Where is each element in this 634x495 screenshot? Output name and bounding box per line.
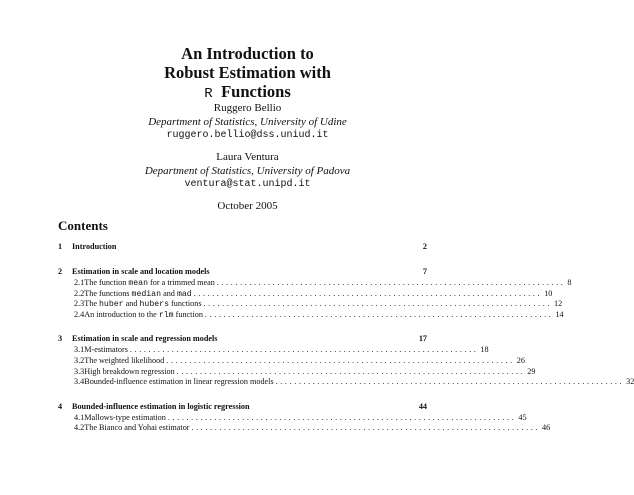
- subsection-number: 3.2: [74, 355, 85, 365]
- subsection-page: 29: [527, 366, 536, 376]
- section-number: 3: [58, 334, 63, 344]
- subsection-page: 45: [518, 412, 527, 422]
- section-title: Bounded-influence estimation in logistic regression: [72, 401, 250, 411]
- section-number: 1: [58, 242, 63, 251]
- subsection-title: The Bianco and Yohai estimator: [84, 423, 190, 433]
- toc-subsection: [58, 366, 536, 378]
- section-page: 44: [418, 401, 427, 411]
- toc-subsection: [58, 299, 563, 310]
- leader-dots: ...........................................................................: [216, 278, 566, 287]
- section-page: 2: [422, 242, 427, 251]
- section-page: 7: [422, 267, 427, 276]
- contents-heading: Contents: [58, 218, 108, 233]
- table-of-contents: [58, 237, 634, 434]
- subsection-title: High breakdown regression: [84, 366, 175, 376]
- toc-subsection: [58, 377, 634, 388]
- toc-section-2: [58, 266, 427, 278]
- subsection-page: 26: [516, 355, 525, 365]
- author-email: ventura@stat.unipd.it: [184, 179, 311, 190]
- toc-section-4: [58, 401, 427, 413]
- toc-subsection: [58, 345, 489, 356]
- author-affiliation: Department of Statistics, University of Udine: [148, 116, 347, 128]
- subsection-number: 2.1: [74, 278, 85, 287]
- leader-dots: ...........................................................................: [166, 355, 515, 365]
- subsection-title: Mallows-type estimation: [84, 412, 166, 422]
- toc-subsection: [58, 412, 527, 424]
- toc-subsection: [58, 278, 572, 289]
- authors-block: [0, 101, 495, 213]
- leader-dots: ...........................................................................: [204, 309, 554, 319]
- subsection-title: The huber and hubers functions: [84, 299, 202, 310]
- toc-subsection: [58, 309, 564, 321]
- section-number: 4: [58, 401, 63, 411]
- leader-dots: ...........................................................................: [176, 366, 526, 376]
- publication-date: October 2005: [217, 200, 278, 212]
- subsection-title: The function mean for a trimmed mean: [84, 278, 215, 288]
- section-title: Estimation in scale and regression models: [72, 334, 218, 344]
- subsection-page: 12: [554, 299, 563, 309]
- subsection-page: 46: [542, 423, 551, 433]
- title-word: Functions: [221, 82, 291, 101]
- author-2: [0, 150, 495, 192]
- author-name: Laura Ventura: [216, 151, 279, 163]
- author-name: Ruggero Bellio: [213, 102, 282, 114]
- author-1: [0, 101, 495, 143]
- title-code: R: [204, 86, 213, 102]
- subsection-number: 3.4: [74, 377, 85, 387]
- title-line-2: Robust Estimation with: [164, 63, 331, 82]
- subsection-page: 32: [626, 377, 634, 387]
- subsection-page: 10: [544, 288, 553, 298]
- author-email: ruggero.bellio@dss.uniud.it: [166, 130, 329, 141]
- section-page: 17: [418, 334, 427, 344]
- subsection-number: 2.3: [74, 299, 85, 309]
- leader-dots: ...........................................................................: [203, 299, 553, 309]
- subsection-page: 8: [567, 278, 572, 287]
- section-title: Introduction: [72, 242, 117, 251]
- leader-dots: ...........................................................................: [167, 412, 517, 422]
- subsection-title: Bounded-influence estimation in linear regression models: [84, 377, 274, 387]
- leader-dots: ...........................................................................: [193, 288, 543, 298]
- subsection-title: The weighted likelihood: [84, 355, 165, 365]
- subsection-title: M-estimators: [84, 345, 128, 355]
- subsection-title: An introduction to the rlm function: [84, 309, 203, 320]
- toc-subsection: [58, 355, 525, 367]
- section-number: 2: [58, 267, 63, 276]
- toc-section-1: [58, 241, 427, 253]
- subsection-number: 3.1: [74, 345, 85, 355]
- toc-subsection: [58, 288, 553, 300]
- subsection-number: 4.2: [74, 423, 85, 433]
- section-title: Estimation in scale and location models: [72, 267, 210, 276]
- subsection-title: The functions median and mad: [84, 288, 192, 299]
- toc-subsection: [58, 423, 551, 434]
- subsection-number: 3.3: [74, 366, 85, 376]
- subsection-page: 14: [555, 309, 564, 319]
- subsection-number: 2.4: [74, 309, 85, 319]
- leader-dots: ...........................................................................: [129, 345, 479, 355]
- author-affiliation: Department of Statistics, University of Padova: [144, 165, 351, 177]
- subsection-number: 4.1: [74, 412, 85, 422]
- title-line-1: An Introduction to: [181, 44, 314, 63]
- leader-dots: ...........................................................................: [191, 423, 541, 433]
- subsection-page: 18: [480, 345, 489, 355]
- leader-dots: ...........................................................................: [275, 377, 625, 387]
- toc-section-3: [58, 333, 427, 345]
- title-block: [0, 44, 495, 104]
- subsection-number: 2.2: [74, 288, 85, 298]
